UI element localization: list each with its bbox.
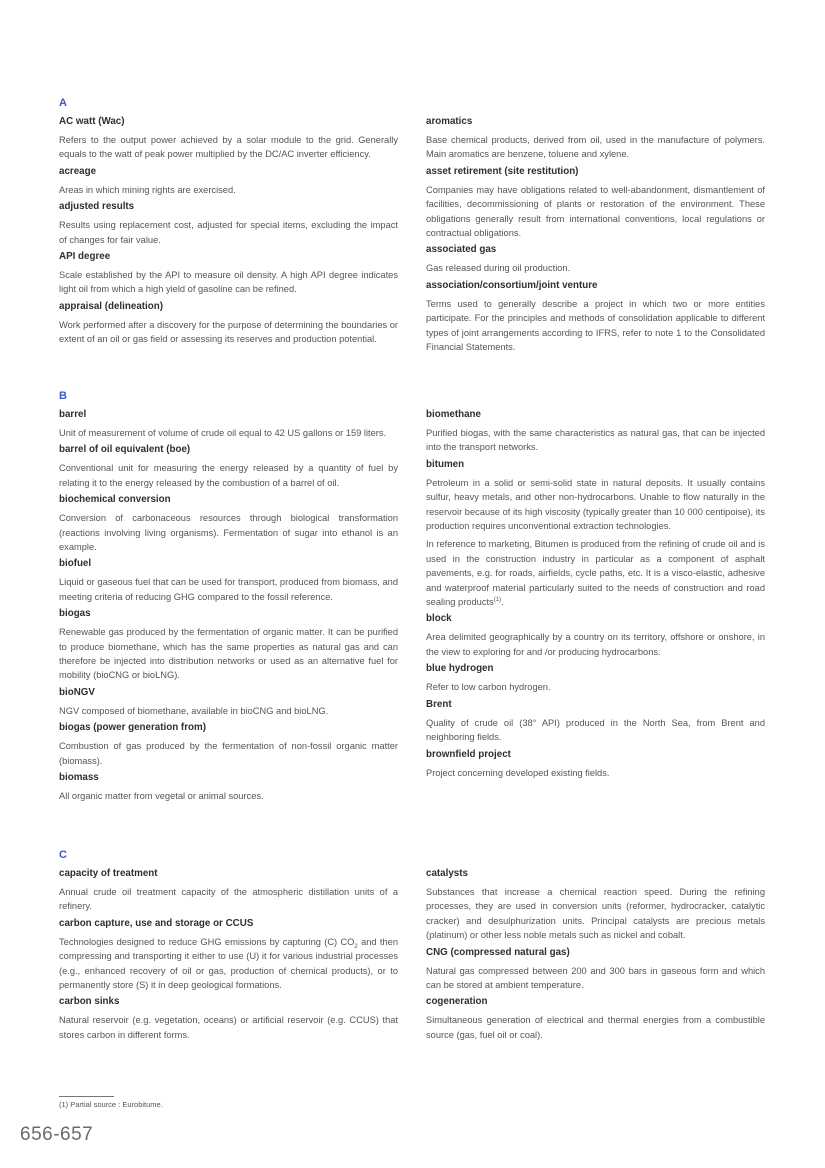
glossary-definition: All organic matter from vegetal or animal sources. bbox=[59, 791, 264, 802]
glossary-entry bbox=[59, 165, 398, 197]
glossary-entry bbox=[59, 250, 398, 297]
glossary-definition-marketing bbox=[426, 537, 765, 609]
glossary-term: adjusted results bbox=[59, 201, 135, 213]
glossary-entry bbox=[426, 165, 765, 241]
glossary-entry bbox=[59, 443, 398, 490]
footnote: (1) Partial source : Eurobitume. bbox=[59, 1100, 163, 1109]
glossary-entry bbox=[426, 662, 765, 694]
glossary-definition: Refer to low carbon hydrogen. bbox=[426, 682, 551, 693]
glossary-entry bbox=[59, 493, 398, 554]
glossary-entry bbox=[59, 300, 398, 347]
glossary-definition: Natural reservoir (e.g. vegetation, oceans) or artificial reservoir (e.g. CCUS) that stores carbon in different forms. bbox=[59, 1015, 398, 1040]
glossary-term: aromatics bbox=[426, 116, 473, 127]
glossary-definition: Simultaneous generation of electrical and thermal energies from a combustible source (gas, fuel oil or coal). bbox=[426, 1015, 765, 1040]
glossary-definition: Companies may have obligations related to well-abandonment, dismantlement of facilities, decommissioning of plants or restoration of the environment. These obligations generally result from international conventions, local regulations or contractual obligations. bbox=[426, 184, 765, 239]
section-letter-a: A bbox=[59, 97, 67, 109]
definition-text: Technologies designed to reduce GHG emissions by capturing (C) CO bbox=[59, 936, 355, 947]
glossary-term: barrel bbox=[59, 409, 87, 420]
glossary-entry bbox=[426, 408, 765, 455]
glossary-entry bbox=[426, 995, 765, 1042]
glossary-definition: Scale established by the API to measure oil density. A high API degree indicates light oil from which a high yield of gasoline can be refined. bbox=[59, 270, 398, 295]
glossary-definition: Work performed after a discovery for the purpose of determining the boundaries or extent of an oil or gas field or assessing its reserves and production potential. bbox=[59, 319, 398, 345]
definition-text-end: . bbox=[501, 597, 504, 608]
glossary-term: blue hydrogen bbox=[426, 663, 494, 675]
glossary-term: brownfield project bbox=[426, 748, 511, 760]
glossary-term: block bbox=[426, 613, 452, 625]
glossary-entry bbox=[59, 200, 398, 247]
glossary-entry bbox=[426, 748, 765, 780]
glossary-term: biomass bbox=[59, 772, 99, 784]
glossary-term: acreage bbox=[59, 165, 97, 177]
glossary-term: biogas bbox=[59, 608, 91, 620]
glossary-entry bbox=[426, 279, 765, 355]
glossary-definition: Areas in which mining rights are exercised. bbox=[59, 184, 236, 195]
glossary-entry bbox=[426, 458, 765, 610]
glossary-entry bbox=[59, 557, 398, 604]
glossary-term: carbon sinks bbox=[59, 996, 120, 1008]
glossary-definition: Natural gas compressed between 200 and 300 bars in gaseous form and which can be stored at ambient temperature. bbox=[426, 965, 765, 991]
glossary-term: biofuel bbox=[59, 558, 92, 570]
glossary-term: biogas (power generation from) bbox=[59, 722, 206, 734]
glossary-term: biochemical conversion bbox=[59, 494, 171, 506]
section-a-right-column bbox=[426, 115, 765, 357]
glossary-definition bbox=[59, 935, 398, 993]
glossary-term: API degree bbox=[59, 251, 111, 263]
glossary-definition: Purified biogas, with the same characteristics as natural gas, that can be injected into the transport networks. bbox=[426, 428, 765, 453]
glossary-definition: Project concerning developed existing fields. bbox=[426, 767, 610, 778]
glossary-entry bbox=[59, 408, 398, 440]
glossary-term: catalysts bbox=[426, 868, 468, 879]
glossary-entry bbox=[59, 917, 398, 993]
glossary-entry bbox=[426, 867, 765, 943]
glossary-definition: Combustion of gas produced by the fermentation of non-fossil organic matter (biomass). bbox=[59, 741, 398, 766]
glossary-entry bbox=[426, 698, 765, 745]
glossary-definition: Conversion of carbonaceous resources through biological transformation (reactions involving living organisms). Fermentation of sugar into ethanol is an example. bbox=[59, 513, 398, 553]
glossary-entry bbox=[426, 612, 765, 659]
glossary-entry bbox=[59, 995, 398, 1042]
definition-text: In reference to marketing, Bitumen is produced from the refining of crude oil and is used in the construction industry in particular as a component of asphalt pavements, e.g. for roads, airfields, cycle paths, etc. It is a visco-elastic, adhesive and waterproof material particularly suited to the needs of construction and road sealing products bbox=[426, 539, 765, 608]
glossary-entry bbox=[426, 243, 765, 275]
definition-text-continued: and then compressing and transporting it either to use (U) it for various industrial processes (e.g., enhanced recovery of oil or gas, production of chemical products), or to permanently store (S) it in deep geological formations. bbox=[59, 936, 398, 991]
glossary-definition: Area delimited geographically by a country on its territory, offshore or onshore, in the view to exploring for and /or producing hydrocarbons. bbox=[426, 632, 765, 657]
glossary-term: associated gas bbox=[426, 244, 497, 256]
glossary-term: capacity of treatment bbox=[59, 868, 158, 879]
section-letter-c: C bbox=[59, 849, 67, 861]
glossary-entry bbox=[426, 115, 765, 162]
glossary-definition: Refers to the output power achieved by a solar module to the grid. Generally equals to the watt of peak power multiplied by the DC/AC inverter efficiency. bbox=[59, 135, 398, 160]
glossary-entry bbox=[59, 686, 398, 718]
glossary-term: bioNGV bbox=[59, 686, 95, 698]
glossary-definition: Quality of crude oil (38° API) produced in the North Sea, from Brent and neighboring fields. bbox=[426, 717, 765, 743]
glossary-definition: Liquid or gaseous fuel that can be used for transport, produced from biomass, and meeting criteria of reducing GHG compared to the fossil reference. bbox=[59, 577, 398, 602]
glossary-definition: Results using replacement cost, adjusted for special items, excluding the impact of changes for fair value. bbox=[59, 220, 398, 245]
glossary-entry bbox=[59, 771, 398, 803]
glossary-term: AC watt (Wac) bbox=[59, 116, 125, 127]
glossary-term: asset retirement (site restitution) bbox=[426, 165, 579, 177]
section-b-right-column bbox=[426, 408, 765, 783]
section-b-left-column bbox=[59, 408, 398, 807]
section-c-left-column bbox=[59, 867, 398, 1045]
section-letter-b: B bbox=[59, 390, 67, 402]
glossary-term: CNG (compressed natural gas) bbox=[426, 946, 570, 958]
glossary-definition: Gas released during oil production. bbox=[426, 263, 571, 274]
glossary-entry bbox=[59, 115, 398, 162]
glossary-entry bbox=[59, 721, 398, 768]
glossary-entry bbox=[59, 607, 398, 683]
glossary-term: association/consortium/joint venture bbox=[426, 279, 598, 291]
glossary-term: carbon capture, use and storage or CCUS bbox=[59, 917, 254, 929]
glossary-entry bbox=[59, 867, 398, 914]
glossary-definition: Annual crude oil treatment capacity of the atmospheric distillation units of a refinery. bbox=[59, 887, 398, 912]
glossary-definition: Renewable gas produced by the fermentation of organic matter. It can be purified to produce biomethane, which has the same properties as natural gas and can therefore be injected into distribution networks or used as an alternative fuel for mobility (bioCNG or bioLNG). bbox=[59, 627, 398, 681]
glossary-term: Brent bbox=[426, 698, 452, 710]
footnote-divider bbox=[59, 1096, 114, 1097]
glossary-definition: Unit of measurement of volume of crude oil equal to 42 US gallons or 159 liters. bbox=[59, 428, 387, 438]
glossary-term: cogeneration bbox=[426, 996, 488, 1008]
glossary-definition: Petroleum in a solid or semi-solid state in natural deposits. It usually contains sulfur, heavy metals, and other non-hydrocarbons. Unable to flow naturally in the reservoir because of its high viscosity (typically greater than 10 000 centipoise), its production requires unconventional extraction technologies. bbox=[426, 477, 765, 532]
glossary-term: biomethane bbox=[426, 409, 481, 420]
glossary-definition: Conventional unit for measuring the energy released by a quantity of fuel by relating it to the energy released by the combustion of a barrel of oil. bbox=[59, 463, 398, 488]
glossary-term: bitumen bbox=[426, 458, 465, 470]
section-c-right-column bbox=[426, 867, 765, 1045]
glossary-definition: Terms used to generally describe a project in which two or more entities participate. For the principles and methods of consolidation applicable to different types of joint arrangements according to IFRS, refer to note 1 to the Consolidated Financial Statements. bbox=[426, 298, 765, 353]
glossary-term: barrel of oil equivalent (boe) bbox=[59, 444, 191, 456]
glossary-definition: Substances that increase a chemical reaction speed. During the refining processes, they are used in conversion units (reformer, hydrocracker, catalytic cracker) and desulphurization units. Principal catalysts are precious metals (platinum) or other less noble metals such as nickel and cobalt. bbox=[426, 887, 765, 941]
glossary-definition: Base chemical products, derived from oil, used in the manufacture of polymers. Main aromatics are benzene, toluene and xylene. bbox=[426, 135, 765, 160]
glossary-entry bbox=[426, 946, 765, 993]
section-a-left-column bbox=[59, 115, 398, 350]
page-number: 656-657 bbox=[20, 1124, 94, 1145]
co2-subscript: 2 bbox=[354, 943, 358, 950]
glossary-definition: NGV composed of biomethane, available in bioCNG and bioLNG. bbox=[59, 705, 329, 716]
glossary-term: appraisal (delineation) bbox=[59, 300, 163, 312]
footnote-reference: (1) bbox=[493, 596, 502, 603]
